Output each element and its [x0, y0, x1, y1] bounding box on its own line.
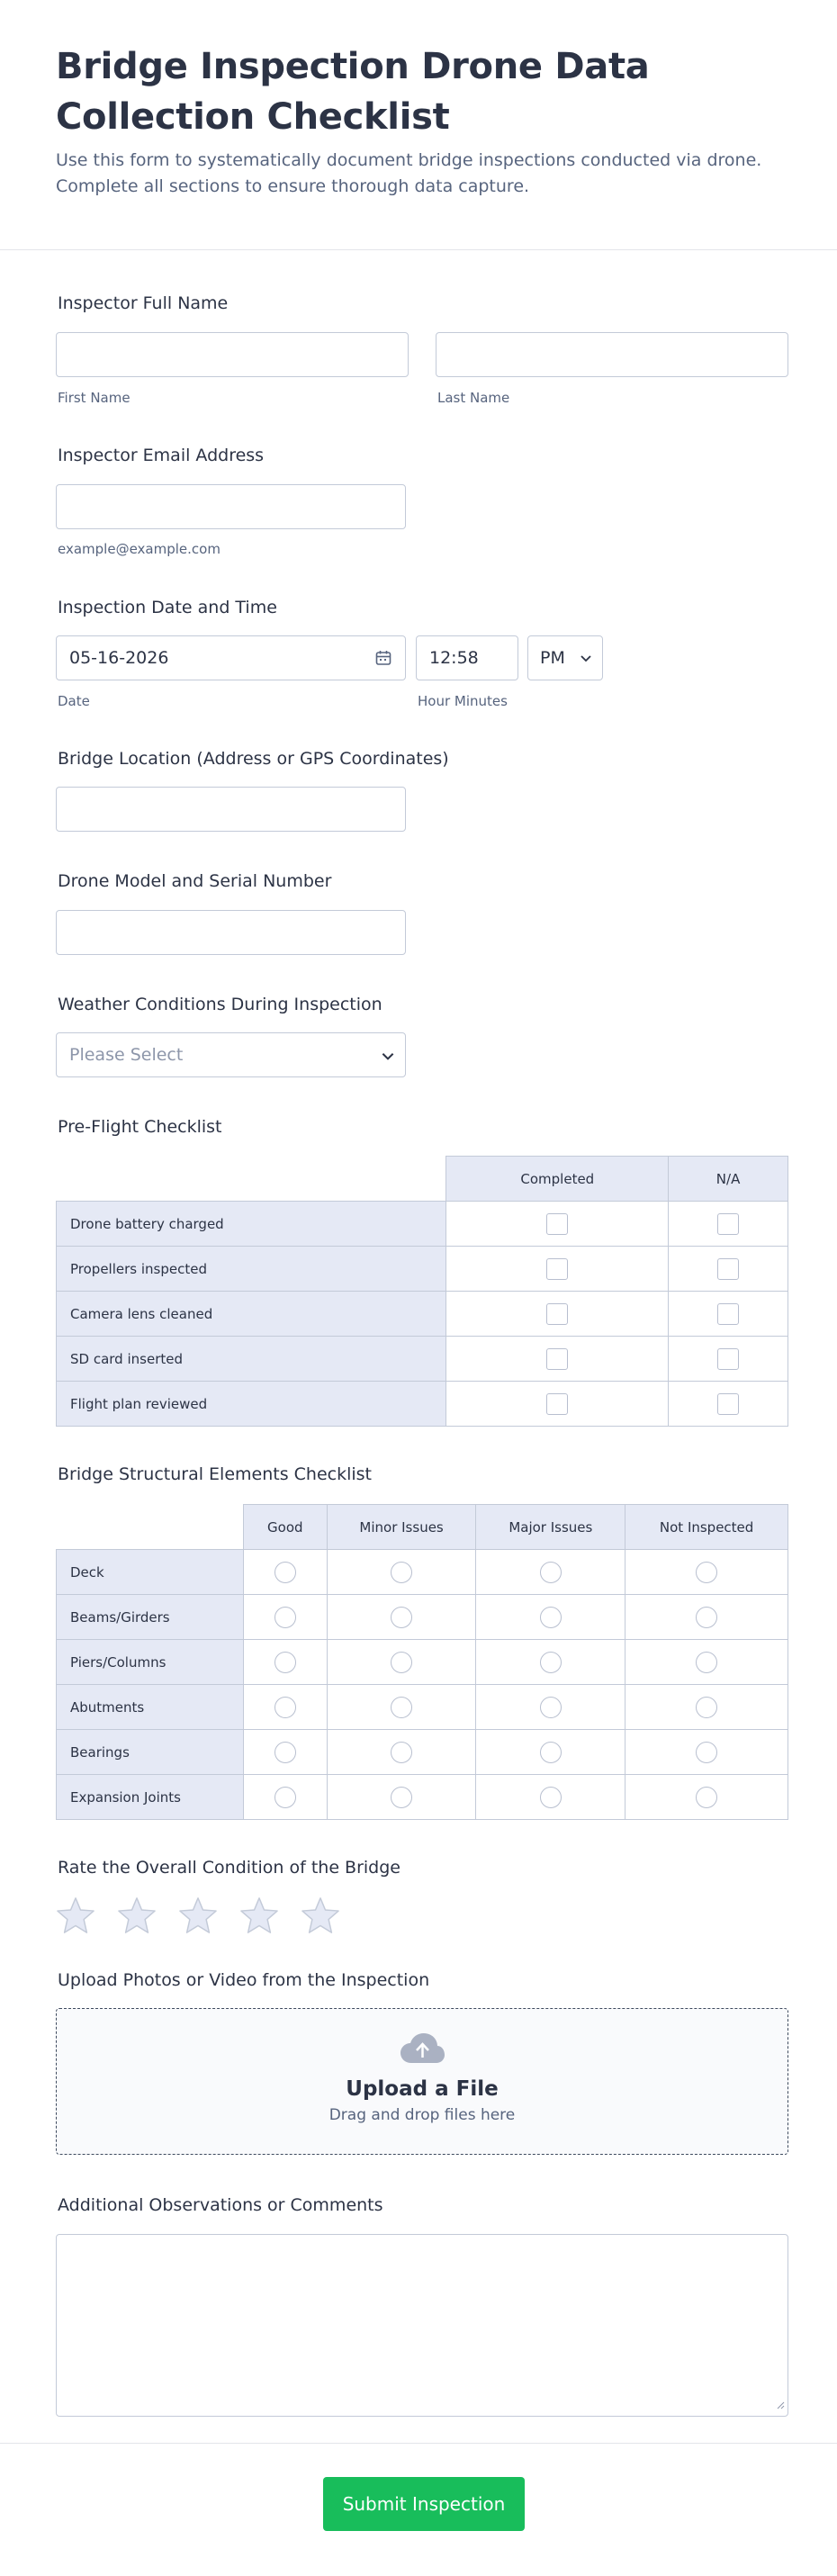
radio-button[interactable]: [274, 1652, 296, 1673]
column-header: Major Issues: [476, 1505, 626, 1550]
matrix-cell: [327, 1550, 476, 1595]
star-icon[interactable]: [56, 1896, 95, 1934]
matrix-row: [57, 1247, 788, 1292]
comments-label: Additional Observations or Comments: [58, 2195, 383, 2215]
date-value: 05-16-2026: [69, 648, 169, 668]
email-sublabel: example@example.com: [58, 541, 220, 557]
preflight-label: Pre-Flight Checklist: [58, 1117, 222, 1137]
matrix-row: [57, 1730, 788, 1775]
column-header: Minor Issues: [327, 1505, 476, 1550]
time-input[interactable]: [416, 635, 518, 680]
matrix-cell: [626, 1550, 788, 1595]
chevron-down-icon: [380, 1048, 396, 1067]
checkbox[interactable]: [546, 1303, 568, 1325]
matrix-cell: [243, 1640, 327, 1685]
checkbox[interactable]: [717, 1213, 739, 1235]
matrix-cell: [446, 1292, 669, 1337]
star-icon[interactable]: [117, 1896, 157, 1934]
matrix-cell: [476, 1775, 626, 1820]
radio-button[interactable]: [540, 1652, 562, 1673]
location-label: Bridge Location (Address or GPS Coordinates): [58, 749, 449, 769]
matrix-row: [57, 1685, 788, 1730]
matrix-cell: [669, 1337, 788, 1382]
matrix-row: [57, 1382, 788, 1427]
cloud-upload-icon: [57, 2032, 788, 2065]
matrix-cell: [626, 1685, 788, 1730]
matrix-row: [57, 1292, 788, 1337]
form-title: Bridge Inspection Drone Data Collection Checklist: [56, 46, 650, 138]
checkbox[interactable]: [546, 1258, 568, 1280]
matrix-cell: [626, 1730, 788, 1775]
drone-label: Drone Model and Serial Number: [58, 871, 332, 891]
matrix-cell: [446, 1247, 669, 1292]
radio-button[interactable]: [540, 1787, 562, 1808]
calendar-icon[interactable]: [374, 649, 392, 671]
email-label: Inspector Email Address: [58, 446, 265, 465]
matrix-cell: [476, 1730, 626, 1775]
matrix-cell: [476, 1640, 626, 1685]
form-subtitle: Use this form to systematically document bridge inspections conducted via drone. Complete all sections to ensure thorough data capture.: [56, 150, 762, 196]
matrix-row: [57, 1337, 788, 1382]
radio-button[interactable]: [274, 1787, 296, 1808]
matrix-cell: [243, 1775, 327, 1820]
matrix-row: [57, 1640, 788, 1685]
radio-button[interactable]: [540, 1562, 562, 1583]
weather-label: Weather Conditions During Inspection: [58, 995, 382, 1014]
star-icon[interactable]: [239, 1896, 279, 1934]
structural-matrix: [56, 1504, 788, 1820]
row-label: Expansion Joints: [57, 1775, 244, 1820]
matrix-cell: [243, 1550, 327, 1595]
submit-button[interactable]: Submit Inspection: [323, 2477, 525, 2531]
matrix-cell: [243, 1595, 327, 1640]
matrix-cell: [327, 1775, 476, 1820]
radio-button[interactable]: [274, 1742, 296, 1763]
column-header: Completed: [446, 1157, 669, 1202]
location-input[interactable]: [56, 787, 406, 832]
radio-button[interactable]: [540, 1697, 562, 1718]
file-upload-dropzone[interactable]: [56, 2008, 788, 2155]
matrix-row: [57, 1550, 788, 1595]
form-footer: [0, 2443, 837, 2576]
radio-button[interactable]: [274, 1562, 296, 1583]
checkbox[interactable]: [546, 1393, 568, 1415]
radio-button[interactable]: [696, 1652, 717, 1673]
column-header: N/A: [669, 1157, 788, 1202]
row-label: Camera lens cleaned: [57, 1292, 446, 1337]
radio-button[interactable]: [391, 1562, 412, 1583]
matrix-cell: [626, 1640, 788, 1685]
row-label: Beams/Girders: [57, 1595, 244, 1640]
checkbox[interactable]: [717, 1303, 739, 1325]
radio-button[interactable]: [696, 1562, 717, 1583]
row-label: Bearings: [57, 1730, 244, 1775]
radio-button[interactable]: [696, 1607, 717, 1628]
radio-button[interactable]: [391, 1787, 412, 1808]
radio-button[interactable]: [696, 1742, 717, 1763]
datetime-label: Inspection Date and Time: [58, 598, 277, 617]
matrix-cell: [669, 1292, 788, 1337]
checkbox[interactable]: [717, 1348, 739, 1370]
last-name-input[interactable]: [436, 332, 788, 377]
first-name-sublabel: First Name: [58, 390, 130, 406]
matrix-cell: [327, 1730, 476, 1775]
star-rating: [56, 1896, 340, 1934]
checkbox[interactable]: [546, 1348, 568, 1370]
rating-label: Rate the Overall Condition of the Bridge: [58, 1858, 400, 1878]
date-input[interactable]: [56, 635, 406, 680]
time-sublabel: Hour Minutes: [418, 693, 508, 709]
matrix-row: [57, 1775, 788, 1820]
radio-button[interactable]: [391, 1742, 412, 1763]
matrix-cell: [446, 1337, 669, 1382]
radio-button[interactable]: [391, 1652, 412, 1673]
checkbox[interactable]: [546, 1213, 568, 1235]
name-label: Inspector Full Name: [58, 293, 229, 313]
chevron-down-icon: [579, 651, 593, 669]
upload-label: Upload Photos or Video from the Inspection: [58, 1970, 430, 1990]
weather-placeholder: Please Select: [69, 1045, 184, 1065]
matrix-corner: [57, 1157, 446, 1202]
time-value: 12:58: [429, 648, 479, 668]
row-label: Flight plan reviewed: [57, 1382, 446, 1427]
matrix-cell: [446, 1382, 669, 1427]
row-label: Drone battery charged: [57, 1202, 446, 1247]
last-name-sublabel: Last Name: [437, 390, 510, 406]
structural-label: Bridge Structural Elements Checklist: [58, 1464, 373, 1484]
matrix-cell: [327, 1685, 476, 1730]
star-icon[interactable]: [178, 1896, 218, 1934]
ampm-value: PM: [540, 648, 565, 668]
row-label: Propellers inspected: [57, 1247, 446, 1292]
matrix-corner: [57, 1505, 244, 1550]
row-label: Abutments: [57, 1685, 244, 1730]
matrix-cell: [446, 1202, 669, 1247]
matrix-cell: [669, 1247, 788, 1292]
matrix-cell: [626, 1775, 788, 1820]
comments-textarea[interactable]: [56, 2234, 788, 2417]
matrix-cell: [243, 1685, 327, 1730]
column-header: Not Inspected: [626, 1505, 788, 1550]
matrix-cell: [327, 1640, 476, 1685]
matrix-cell: [476, 1595, 626, 1640]
matrix-cell: [669, 1382, 788, 1427]
ampm-select[interactable]: [527, 635, 603, 680]
weather-select[interactable]: [56, 1032, 406, 1077]
email-input[interactable]: [56, 484, 406, 529]
star-icon[interactable]: [301, 1896, 340, 1934]
resize-grip-icon[interactable]: [776, 2396, 785, 2413]
column-header: Good: [243, 1505, 327, 1550]
matrix-cell: [327, 1595, 476, 1640]
matrix-cell: [626, 1595, 788, 1640]
upload-subtitle: Drag and drop files here: [328, 2106, 516, 2124]
radio-button[interactable]: [696, 1697, 717, 1718]
row-label: Piers/Columns: [57, 1640, 244, 1685]
radio-button[interactable]: [540, 1742, 562, 1763]
drone-input[interactable]: [56, 910, 406, 955]
date-sublabel: Date: [58, 693, 90, 709]
matrix-cell: [243, 1730, 327, 1775]
matrix-cell: [669, 1202, 788, 1247]
matrix-row: [57, 1595, 788, 1640]
preflight-matrix: [56, 1156, 788, 1427]
radio-button[interactable]: [696, 1787, 717, 1808]
checkbox[interactable]: [717, 1393, 739, 1415]
checkbox[interactable]: [717, 1258, 739, 1280]
form-header: [0, 0, 837, 250]
matrix-row: [57, 1202, 788, 1247]
row-label: Deck: [57, 1550, 244, 1595]
radio-button[interactable]: [274, 1607, 296, 1628]
first-name-input[interactable]: [56, 332, 409, 377]
radio-button[interactable]: [391, 1607, 412, 1628]
radio-button[interactable]: [274, 1697, 296, 1718]
radio-button[interactable]: [391, 1697, 412, 1718]
matrix-cell: [476, 1550, 626, 1595]
upload-title: Upload a File: [346, 2077, 499, 2101]
radio-button[interactable]: [540, 1607, 562, 1628]
row-label: SD card inserted: [57, 1337, 446, 1382]
matrix-cell: [476, 1685, 626, 1730]
